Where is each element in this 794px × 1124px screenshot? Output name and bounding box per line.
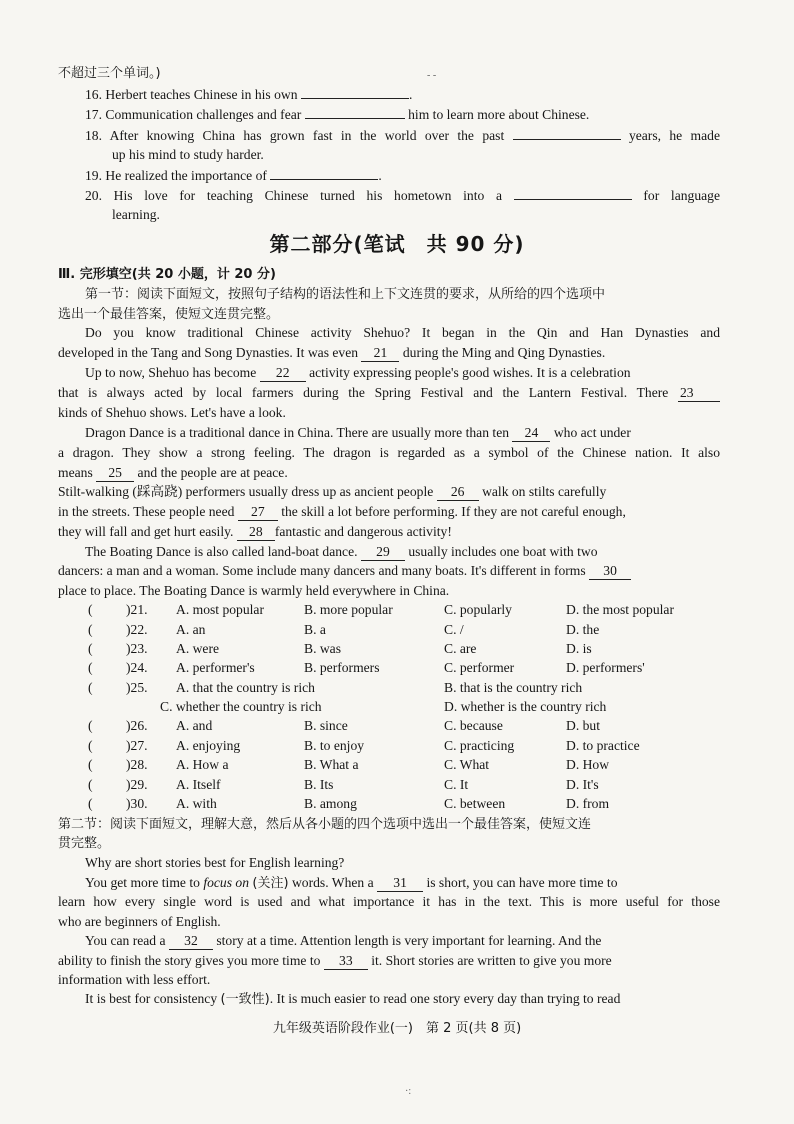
option-row-30: ( )30. A. with B. among C. between D. from — [88, 794, 728, 814]
cloze-blank-22[interactable]: 22 — [260, 365, 306, 382]
option-a[interactable]: A. How a — [176, 757, 229, 772]
passage2-line: You get more time to focus on (关注) words. When a 31 is short, you can have more time to — [85, 875, 618, 891]
cloze-blank-30[interactable]: 30 — [589, 563, 631, 580]
option-c[interactable]: C. What — [444, 757, 490, 772]
answer-paren[interactable]: ( — [88, 718, 93, 733]
question-20: 20. His love for teaching Chinese turned his hometown into a for language — [85, 185, 720, 206]
option-c[interactable]: C. whether the country is rich — [160, 699, 322, 714]
answer-paren[interactable]: ( — [88, 602, 93, 617]
option-d[interactable]: D. the most popular — [566, 602, 674, 617]
answer-blank-16[interactable] — [301, 84, 409, 99]
option-b[interactable]: B. performers — [304, 660, 380, 675]
option-d[interactable]: D. How — [566, 757, 610, 772]
option-c[interactable]: C. between — [444, 796, 506, 811]
option-b[interactable]: B. among — [304, 796, 357, 811]
option-row-24: ( )24. A. performer's B. performers C. performer D. performers' — [88, 658, 728, 678]
question-16: 16. Herbert teaches Chinese in his own . — [85, 84, 720, 105]
option-row-26: ( )26. A. and B. since C. because D. but — [88, 716, 728, 736]
option-c[interactable]: C. It — [444, 777, 469, 792]
passage1-line: a dragon. They show a strong feeling. The dragon is regarded as a symbol of the Chinese nation. It also — [58, 445, 720, 460]
section-heading: Ⅲ. 完形填空(共 20 小题，计 20 分) — [58, 267, 276, 282]
cloze-blank-26[interactable]: 26 — [437, 484, 479, 501]
answer-paren[interactable]: ( — [88, 622, 93, 637]
option-c[interactable]: C. / — [444, 622, 464, 637]
passage1-line: Do you know traditional Chinese activity Shehuo? It began in the Qin and Han Dynasties and — [85, 325, 720, 340]
answer-blank-18[interactable] — [513, 125, 621, 140]
option-d[interactable]: D. but — [566, 718, 600, 733]
answer-blank-20[interactable] — [514, 185, 632, 200]
option-row-25-cont — [88, 697, 728, 717]
section2-instruction-cont: 贯完整。 — [58, 836, 111, 851]
section2-instruction: 第二节：阅读下面短文，理解大意，然后从各小题的四个选项中选出一个最佳答案，使短文连 — [58, 817, 592, 832]
option-row-21: ( )21. A. most popular B. more popular C. popularly D. the most popular — [88, 600, 728, 620]
option-b[interactable]: B. that is the country rich — [444, 680, 583, 695]
option-c[interactable]: C. performer — [444, 660, 515, 675]
option-d[interactable]: D. whether is the country rich — [444, 699, 607, 714]
question-17: 17. Communication challenges and fear him to learn more about Chinese. — [85, 104, 720, 125]
question-18: 18. After knowing China has grown fast in the world over the past years, he made — [85, 125, 720, 146]
passage1-line: Up to now, Shehuo has become 22 activity expressing people's good wishes. It is a celebration — [85, 365, 631, 380]
cloze-blank-28[interactable]: 28 — [237, 524, 275, 541]
option-d[interactable]: D. from — [566, 796, 610, 811]
passage1-line: means 25 and the people are at peace. — [58, 465, 288, 480]
option-c[interactable]: C. practicing — [444, 738, 515, 753]
option-b[interactable]: B. What a — [304, 757, 359, 772]
option-a[interactable]: A. most popular — [176, 602, 264, 617]
option-row-27: ( )27. A. enjoying B. to enjoy C. practicing D. to practice — [88, 736, 728, 756]
option-d[interactable]: D. the — [566, 622, 600, 637]
answer-paren[interactable]: ( — [88, 757, 93, 772]
option-d[interactable]: D. is — [566, 641, 592, 656]
passage1-line: The Boating Dance is also called land-boat dance. 29 usually includes one boat with two — [85, 544, 598, 559]
answer-blank-17[interactable] — [305, 104, 405, 119]
scan-speck: - - — [427, 70, 437, 81]
cloze-blank-33[interactable]: 33 — [324, 953, 368, 970]
passage2-line: information with less effort. — [58, 972, 211, 987]
page-footer: 九年级英语阶段作业(一) 第 2 页(共 8 页) — [272, 1021, 522, 1036]
cloze-blank-25[interactable]: 25 — [96, 465, 134, 482]
passage2-line: It is best for consistency (一致性). It is much easier to read one story every day than trying to read — [85, 991, 621, 1007]
option-row-29: ( )29. A. Itself B. Its C. It D. It's — [88, 775, 728, 795]
section1-instruction-cont: 选出一个最佳答案，使短文连贯完整。 — [58, 307, 280, 322]
answer-paren[interactable]: ( — [88, 738, 93, 753]
cloze-blank-29[interactable]: 29 — [361, 544, 405, 561]
passage1-line: kinds of Shehuo shows. Let's have a look. — [58, 405, 286, 420]
section1-instruction: 第一节：阅读下面短文，按照句子结构的语法性和上下文连贯的要求，从所给的四个选项中 — [85, 287, 606, 302]
passage1-line: they will fall and get hurt easily. 28 fantastic and dangerous activity! — [58, 524, 452, 539]
option-a[interactable]: A. an — [176, 622, 206, 637]
option-c[interactable]: C. popularly — [444, 602, 512, 617]
answer-paren[interactable]: ( — [88, 796, 93, 811]
question-20-cont: learning. — [112, 207, 160, 222]
option-d[interactable]: D. performers' — [566, 660, 645, 675]
option-b[interactable]: B. since — [304, 718, 348, 733]
option-b[interactable]: B. to enjoy — [304, 738, 365, 753]
passage2-question: Why are short stories best for English learning? — [85, 855, 345, 870]
passage1-line: dancers: a man and a woman. Some include many dancers and many boats. It's different in forms 30 — [58, 561, 720, 581]
cloze-blank-27[interactable]: 27 — [238, 504, 278, 521]
option-a[interactable]: A. enjoying — [176, 738, 241, 753]
option-row-22: ( )22. A. an B. a C. / D. the — [88, 620, 728, 640]
cloze-blank-32[interactable]: 32 — [169, 933, 213, 950]
instruction-tail: 不超过三个单词。) — [58, 66, 161, 81]
option-a[interactable]: A. were — [176, 641, 220, 656]
passage2-line: learn how every single word is used and what importance it has in the text. This is more useful for those — [58, 894, 720, 909]
option-a[interactable]: A. with — [176, 796, 217, 811]
option-a[interactable]: A. and — [176, 718, 213, 733]
answer-paren[interactable]: ( — [88, 660, 93, 675]
answer-paren[interactable]: ( — [88, 680, 93, 695]
option-row-25: ( )25. A. that the country is rich B. that is the country rich — [88, 678, 728, 698]
option-d[interactable]: D. to practice — [566, 738, 640, 753]
cloze-blank-23[interactable]: 23 — [678, 385, 720, 402]
cloze-blank-31[interactable]: 31 — [377, 875, 423, 892]
passage1-line: Stilt-walking (踩高跷) performers usually dress up as ancient people 26 walk on stilts carefully — [58, 484, 607, 499]
passage1-line: place to place. The Boating Dance is warmly held everywhere in China. — [58, 583, 450, 598]
option-c[interactable]: C. because — [444, 718, 503, 733]
option-a[interactable]: A. that the country is rich — [176, 680, 315, 695]
passage2-line: ability to finish the story gives you more time to 33 it. Short stories are written to give you more — [58, 953, 612, 968]
passage1-line: Dragon Dance is a traditional dance in China. There are usually more than ten 24 who act under — [85, 425, 631, 440]
part-two-title: 第二部分(笔试 共 90 分) — [269, 232, 525, 256]
passage1-line: developed in the Tang and Song Dynasties. It was even 21 during the Ming and Qing Dynasties. — [58, 345, 606, 360]
question-19: 19. He realized the importance of . — [85, 165, 720, 186]
passage1-line: in the streets. These people need 27 the skill a lot before performing. If they are not careful enough, — [58, 504, 626, 519]
answer-paren[interactable]: ( — [88, 641, 93, 656]
option-a[interactable]: A. Itself — [176, 777, 221, 792]
cloze-blank-24[interactable]: 24 — [512, 425, 550, 442]
question-18-cont: up his mind to study harder. — [112, 147, 264, 162]
passage1-line: that is always acted by local farmers during the Spring Festival and the Lantern Festival. There 23 — [58, 383, 720, 403]
option-row-23: ( )23. A. were B. was C. are D. is — [88, 639, 728, 659]
answer-paren[interactable]: ( — [88, 777, 93, 792]
option-d[interactable]: D. It's — [566, 777, 599, 792]
answer-blank-19[interactable] — [270, 165, 378, 180]
option-row-28: ( )28. A. How a B. What a C. What D. How — [88, 755, 728, 775]
option-b[interactable]: B. Its — [304, 777, 334, 792]
option-b[interactable]: B. was — [304, 641, 342, 656]
option-b[interactable]: B. more popular — [304, 602, 393, 617]
passage2-line: who are beginners of English. — [58, 914, 221, 929]
option-a[interactable]: A. performer's — [176, 660, 255, 675]
passage2-line: You can read a 32 story at a time. Attention length is very important for learning. And the — [85, 933, 602, 948]
scan-speck: ·: — [405, 1086, 412, 1097]
cloze-blank-21[interactable]: 21 — [361, 345, 399, 362]
option-b[interactable]: B. a — [304, 622, 326, 637]
option-c[interactable]: C. are — [444, 641, 477, 656]
